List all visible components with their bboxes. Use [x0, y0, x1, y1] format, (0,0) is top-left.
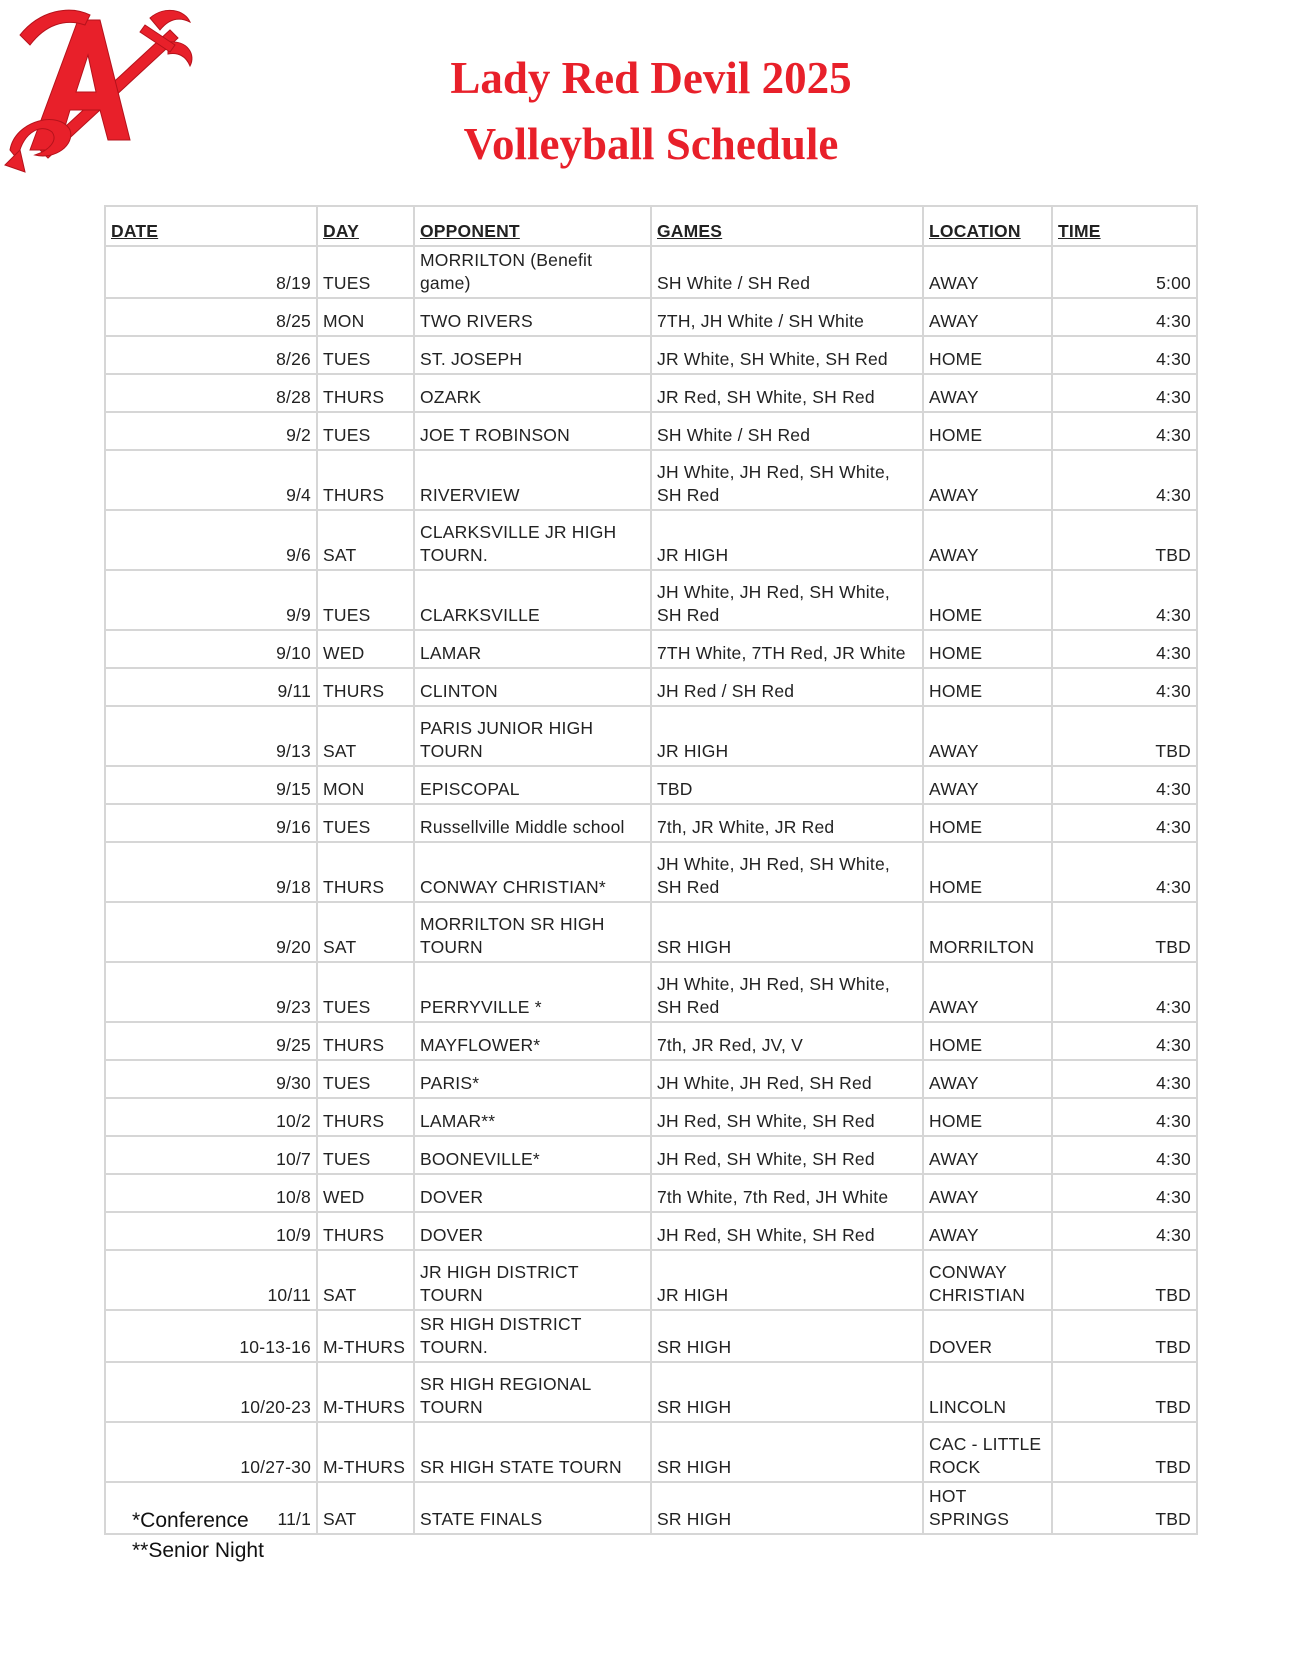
opponent-cell: TWO RIVERS	[414, 298, 651, 336]
day-cell: M-THURS	[317, 1362, 414, 1422]
page-subtitle: Volleyball Schedule	[463, 119, 839, 169]
schedule-table	[104, 205, 1198, 1535]
location-cell: HOME	[923, 1022, 1052, 1060]
location-cell: AWAY	[923, 1136, 1052, 1174]
table-row	[105, 570, 1197, 630]
opponent-cell: SR HIGH STATE TOURN	[414, 1422, 651, 1482]
time-cell: TBD	[1052, 1250, 1197, 1310]
time-cell: 4:30	[1052, 668, 1197, 706]
location-cell: AWAY	[923, 374, 1052, 412]
games-cell: JR HIGH	[651, 706, 923, 766]
table-row	[105, 766, 1197, 804]
header-row	[105, 206, 1197, 246]
table-row	[105, 1250, 1197, 1310]
date-cell: 10/20-23	[105, 1362, 317, 1422]
date-cell: 9/15	[105, 766, 317, 804]
day-cell: WED	[317, 1174, 414, 1212]
games-cell: SR HIGH	[651, 1362, 923, 1422]
day-cell: M-THURS	[317, 1310, 414, 1362]
page-title: Lady Red Devil 2025	[450, 53, 852, 103]
table-row	[105, 842, 1197, 902]
date-cell: 9/20	[105, 902, 317, 962]
games-cell: TBD	[651, 766, 923, 804]
opponent-cell: ST. JOSEPH	[414, 336, 651, 374]
date-cell: 9/2	[105, 412, 317, 450]
date-cell: 8/26	[105, 336, 317, 374]
day-cell: SAT	[317, 902, 414, 962]
opponent-cell: SR HIGH REGIONAL TOURN	[414, 1362, 651, 1422]
opponent-cell: JOE T ROBINSON	[414, 412, 651, 450]
location-cell: AWAY	[923, 1212, 1052, 1250]
time-cell: 4:30	[1052, 1212, 1197, 1250]
opponent-cell: CONWAY CHRISTIAN*	[414, 842, 651, 902]
location-cell: CAC - LITTLE ROCK	[923, 1422, 1052, 1482]
date-cell: 10/27-30	[105, 1422, 317, 1482]
opponent-cell: MAYFLOWER*	[414, 1022, 651, 1060]
games-cell: JR White, SH White, SH Red	[651, 336, 923, 374]
day-cell: THURS	[317, 1022, 414, 1060]
table-row	[105, 1136, 1197, 1174]
date-cell: 9/13	[105, 706, 317, 766]
day-cell: THURS	[317, 374, 414, 412]
date-cell: 8/25	[105, 298, 317, 336]
date-cell: 11/1	[105, 1482, 317, 1534]
games-cell: 7TH White, 7TH Red, JR White	[651, 630, 923, 668]
column-header-games: GAMES	[651, 206, 923, 246]
day-cell: SAT	[317, 1250, 414, 1310]
table-row	[105, 1310, 1197, 1362]
date-cell: 9/18	[105, 842, 317, 902]
day-cell: TUES	[317, 1136, 414, 1174]
opponent-cell: CLINTON	[414, 668, 651, 706]
table-row	[105, 1212, 1197, 1250]
time-cell: 4:30	[1052, 1022, 1197, 1060]
games-cell: 7th White, 7th Red, JH White	[651, 1174, 923, 1212]
games-cell: SH White / SH Red	[651, 412, 923, 450]
day-cell: SAT	[317, 510, 414, 570]
table-row	[105, 1422, 1197, 1482]
games-cell: JH White, JH Red, SH White, SH Red	[651, 842, 923, 902]
day-cell: MON	[317, 298, 414, 336]
day-cell: TUES	[317, 962, 414, 1022]
location-cell: HOME	[923, 336, 1052, 374]
date-cell: 8/28	[105, 374, 317, 412]
games-cell: JH White, JH Red, SH White, SH Red	[651, 962, 923, 1022]
date-cell: 9/11	[105, 668, 317, 706]
time-cell: TBD	[1052, 706, 1197, 766]
opponent-cell: RIVERVIEW	[414, 450, 651, 510]
opponent-cell: DOVER	[414, 1174, 651, 1212]
table-row	[105, 902, 1197, 962]
column-header-opponent: OPPONENT	[414, 206, 651, 246]
date-cell: 10/7	[105, 1136, 317, 1174]
opponent-cell: BOONEVILLE*	[414, 1136, 651, 1174]
table-row	[105, 1362, 1197, 1422]
location-cell: HOME	[923, 570, 1052, 630]
time-cell: TBD	[1052, 1482, 1197, 1534]
table-row	[105, 962, 1197, 1022]
location-cell: AWAY	[923, 298, 1052, 336]
location-cell: AWAY	[923, 766, 1052, 804]
opponent-cell: SR HIGH DISTRICT TOURN.	[414, 1310, 651, 1362]
date-cell: 9/23	[105, 962, 317, 1022]
opponent-cell: STATE FINALS	[414, 1482, 651, 1534]
opponent-cell: PERRYVILLE *	[414, 962, 651, 1022]
day-cell: THURS	[317, 842, 414, 902]
time-cell: 4:30	[1052, 1060, 1197, 1098]
day-cell: THURS	[317, 1212, 414, 1250]
day-cell: TUES	[317, 804, 414, 842]
date-cell: 9/25	[105, 1022, 317, 1060]
time-cell: 4:30	[1052, 842, 1197, 902]
column-header-date: DATE	[105, 206, 317, 246]
date-cell: 10/8	[105, 1174, 317, 1212]
footnote-conference: *Conference	[132, 1509, 249, 1532]
opponent-cell: MORRILTON SR HIGH TOURN	[414, 902, 651, 962]
table-row	[105, 510, 1197, 570]
date-cell: 10-13-16	[105, 1310, 317, 1362]
games-cell: 7th, JR Red, JV, V	[651, 1022, 923, 1060]
day-cell: THURS	[317, 1098, 414, 1136]
location-cell: HOME	[923, 668, 1052, 706]
opponent-cell: OZARK	[414, 374, 651, 412]
time-cell: 4:30	[1052, 766, 1197, 804]
games-cell: JH White, JH Red, SH Red	[651, 1060, 923, 1098]
time-cell: 4:30	[1052, 962, 1197, 1022]
day-cell: MON	[317, 766, 414, 804]
table-row	[105, 412, 1197, 450]
games-cell: JH Red, SH White, SH Red	[651, 1098, 923, 1136]
day-cell: TUES	[317, 570, 414, 630]
location-cell: AWAY	[923, 1060, 1052, 1098]
opponent-cell: LAMAR	[414, 630, 651, 668]
table-row	[105, 1174, 1197, 1212]
table-row	[105, 336, 1197, 374]
date-cell: 9/9	[105, 570, 317, 630]
games-cell: JR HIGH	[651, 1250, 923, 1310]
time-cell: 4:30	[1052, 570, 1197, 630]
table-row	[105, 298, 1197, 336]
opponent-cell: PARIS*	[414, 1060, 651, 1098]
time-cell: 5:00	[1052, 246, 1197, 298]
time-cell: 4:30	[1052, 1174, 1197, 1212]
games-cell: JH White, JH Red, SH White, SH Red	[651, 570, 923, 630]
table-row	[105, 450, 1197, 510]
column-header-day: DAY	[317, 206, 414, 246]
footnote-senior-night: **Senior Night	[132, 1539, 264, 1562]
date-cell: 9/16	[105, 804, 317, 842]
table-row	[105, 1098, 1197, 1136]
table-row	[105, 804, 1197, 842]
day-cell: WED	[317, 630, 414, 668]
location-cell: MORRILTON	[923, 902, 1052, 962]
games-cell: SR HIGH	[651, 1422, 923, 1482]
games-cell: SH White / SH Red	[651, 246, 923, 298]
date-cell: 8/19	[105, 246, 317, 298]
time-cell: TBD	[1052, 1362, 1197, 1422]
date-cell: 10/2	[105, 1098, 317, 1136]
games-cell: JR HIGH	[651, 510, 923, 570]
opponent-cell: LAMAR**	[414, 1098, 651, 1136]
time-cell: TBD	[1052, 510, 1197, 570]
table-row	[105, 668, 1197, 706]
date-cell: 10/11	[105, 1250, 317, 1310]
location-cell: DOVER	[923, 1310, 1052, 1362]
opponent-cell: Russellville Middle school	[414, 804, 651, 842]
time-cell: 4:30	[1052, 374, 1197, 412]
time-cell: TBD	[1052, 1422, 1197, 1482]
games-cell: JH Red, SH White, SH Red	[651, 1212, 923, 1250]
games-cell: SR HIGH	[651, 1482, 923, 1534]
table-row	[105, 630, 1197, 668]
location-cell: CONWAY CHRISTIAN	[923, 1250, 1052, 1310]
games-cell: JH White, JH Red, SH White, SH Red	[651, 450, 923, 510]
time-cell: 4:30	[1052, 298, 1197, 336]
day-cell: THURS	[317, 668, 414, 706]
time-cell: 4:30	[1052, 804, 1197, 842]
day-cell: TUES	[317, 412, 414, 450]
location-cell: AWAY	[923, 246, 1052, 298]
opponent-cell: CLARKSVILLE	[414, 570, 651, 630]
location-cell: LINCOLN	[923, 1362, 1052, 1422]
games-cell: SR HIGH	[651, 1310, 923, 1362]
date-cell: 9/6	[105, 510, 317, 570]
column-header-location: LOCATION	[923, 206, 1052, 246]
table-row	[105, 374, 1197, 412]
location-cell: AWAY	[923, 510, 1052, 570]
day-cell: SAT	[317, 1482, 414, 1534]
table-row	[105, 246, 1197, 298]
table-row	[105, 706, 1197, 766]
time-cell: 4:30	[1052, 1098, 1197, 1136]
day-cell: TUES	[317, 336, 414, 374]
opponent-cell: DOVER	[414, 1212, 651, 1250]
games-cell: JH Red / SH Red	[651, 668, 923, 706]
opponent-cell: MORRILTON (Benefit game)	[414, 246, 651, 298]
time-cell: 4:30	[1052, 336, 1197, 374]
games-cell: SR HIGH	[651, 902, 923, 962]
location-cell: HOME	[923, 630, 1052, 668]
table-row	[105, 1022, 1197, 1060]
table-row	[105, 1482, 1197, 1534]
time-cell: TBD	[1052, 902, 1197, 962]
time-cell: 4:30	[1052, 412, 1197, 450]
date-cell: 9/10	[105, 630, 317, 668]
date-cell: 9/30	[105, 1060, 317, 1098]
opponent-cell: JR HIGH DISTRICT TOURN	[414, 1250, 651, 1310]
opponent-cell: PARIS JUNIOR HIGH TOURN	[414, 706, 651, 766]
time-cell: 4:30	[1052, 630, 1197, 668]
time-cell: 4:30	[1052, 450, 1197, 510]
time-cell: 4:30	[1052, 1136, 1197, 1174]
games-cell: JR Red, SH White, SH Red	[651, 374, 923, 412]
location-cell: HOME	[923, 804, 1052, 842]
location-cell: AWAY	[923, 1174, 1052, 1212]
opponent-cell: CLARKSVILLE JR HIGH TOURN.	[414, 510, 651, 570]
opponent-cell: EPISCOPAL	[414, 766, 651, 804]
location-cell: AWAY	[923, 450, 1052, 510]
day-cell: SAT	[317, 706, 414, 766]
column-header-time: TIME	[1052, 206, 1197, 246]
location-cell: AWAY	[923, 706, 1052, 766]
location-cell: HOME	[923, 412, 1052, 450]
location-cell: AWAY	[923, 962, 1052, 1022]
location-cell: HOT SPRINGS	[923, 1482, 1052, 1534]
table-row	[105, 1060, 1197, 1098]
date-cell: 10/9	[105, 1212, 317, 1250]
day-cell: THURS	[317, 450, 414, 510]
location-cell: HOME	[923, 1098, 1052, 1136]
day-cell: M-THURS	[317, 1422, 414, 1482]
day-cell: TUES	[317, 1060, 414, 1098]
date-cell: 9/4	[105, 450, 317, 510]
time-cell: TBD	[1052, 1310, 1197, 1362]
games-cell: JH Red, SH White, SH Red	[651, 1136, 923, 1174]
day-cell: TUES	[317, 246, 414, 298]
games-cell: 7TH, JH White / SH White	[651, 298, 923, 336]
location-cell: HOME	[923, 842, 1052, 902]
games-cell: 7th, JR White, JR Red	[651, 804, 923, 842]
